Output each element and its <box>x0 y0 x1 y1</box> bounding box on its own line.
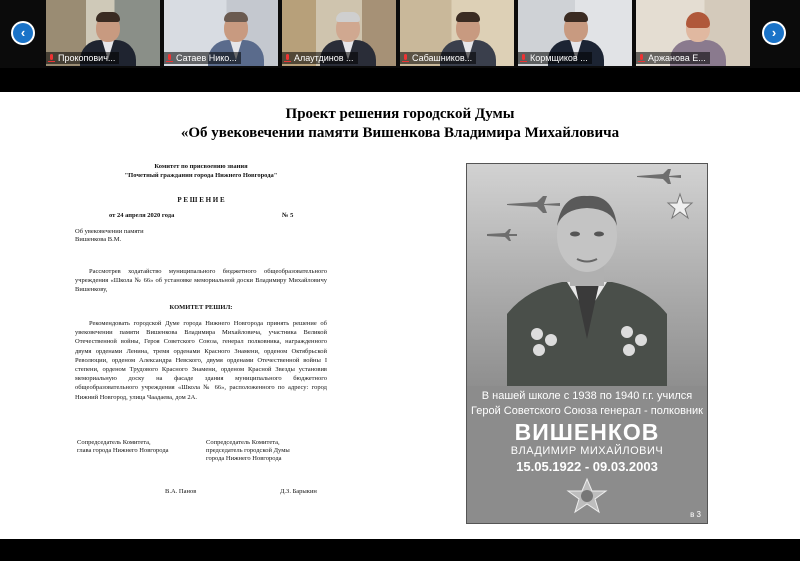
doc-name-right: Д.З. Барыкин <box>280 488 317 495</box>
participant-nameplate <box>46 52 119 64</box>
doc-resolved: КОМИТЕТ РЕШИЛ: <box>169 304 233 311</box>
participant-name: Прокопович... <box>58 53 116 63</box>
previous-page-button[interactable] <box>11 21 35 45</box>
participant-tile[interactable] <box>164 0 278 66</box>
mic-muted-icon <box>166 54 173 63</box>
participant-name: Алаутдинов ... <box>294 53 354 63</box>
hero-star-icon <box>668 194 692 218</box>
participant-name: Сабашников... <box>412 53 473 63</box>
doc-sign-right-line2: председатель городской Думы <box>206 447 290 454</box>
doc-sign-right-line1: Сопредседатель Комитета, <box>206 439 280 446</box>
participants-strip <box>0 0 800 68</box>
portrait-photo <box>467 164 707 386</box>
plaque-line1: В нашей школе с 1938 по 1940 г.г. учился <box>481 390 693 402</box>
doc-sign-left-line1: Сопредседатель Комитета, <box>77 439 151 446</box>
participant-nameplate <box>518 52 592 64</box>
doc-sign-left-line2: глава города Нижнего Новгорода <box>77 447 169 454</box>
plaque-given-name: ВЛАДИМИР МИХАЙЛОВИЧ <box>510 445 664 457</box>
doc-date: от 24 апреля 2020 года <box>109 212 175 219</box>
participant-name: Сатаев Нико... <box>176 53 237 63</box>
participant-tile[interactable] <box>46 0 160 66</box>
doc-name-left: В.А. Панов <box>165 488 197 495</box>
chevron-left-icon: ‹ <box>13 23 33 43</box>
participant-tile[interactable] <box>518 0 632 66</box>
doc-heading: Р Е Ш Е Н И Е <box>177 196 225 204</box>
participant-name: Кормщиков ... <box>530 53 588 63</box>
participant-nameplate <box>400 52 476 64</box>
decision-document <box>75 163 327 509</box>
doc-sign-right-line3: города Нижнего Новгорода <box>206 455 282 462</box>
participant-name: Аржанова Е... <box>648 53 706 63</box>
doc-subject-line1: Об увековечении памяти <box>75 228 144 235</box>
portrait-drawing <box>467 164 707 386</box>
doc-paragraph-2: Рекомендовать городской Думе города Нижнего Новгорода принять решение об увековечении памяти Вишенкова Владимира Михайловича, участника Великой Отечественной войны, Героя Советского Союза, генерал полковника, награжденного двумя орденами Ленина, тремя орденами Красного Знамени, орденом Октябрьской Революции, орденом Александра Невского, двумя орденами Отечественной войны I степени, орденом Трудового Красного Знамени, орденом Красной Звезды установив мемориальную доску на фасаде здания муниципального бюджетного общеобразовательного учреждения «Школа № 66», расположенного по адресу: город Нижний Новгород, улица Чаадаева, дом 2А. <box>75 320 327 401</box>
doc-subject-line2: Вишенкова В.М. <box>75 236 122 243</box>
order-of-the-patriotic-war-icon <box>562 477 612 515</box>
participant-tile[interactable] <box>636 0 750 66</box>
plaque-dates: 15.05.1922 - 09.03.2003 <box>516 459 658 474</box>
participant-tile[interactable] <box>400 0 514 66</box>
plaque-surname: ВИШЕНКОВ <box>514 419 660 445</box>
participant-nameplate <box>636 52 710 64</box>
participant-nameplate <box>164 52 241 64</box>
doc-paragraph-1: Рассмотрев ходатайство муниципального бюджетного общеобразовательного учреждения «Школа № 66» об установке мемориальной доски Владимиру Михайловичу Вишенкову, <box>75 268 327 294</box>
doc-committee-line1: Комитет по присвоению звания <box>154 163 248 170</box>
participant-nameplate <box>282 52 358 64</box>
chevron-right-icon: › <box>764 23 784 43</box>
doc-number: № 5 <box>282 212 294 219</box>
next-page-button[interactable] <box>762 21 786 45</box>
mic-muted-icon <box>638 54 645 63</box>
slide-title-line1: Проект решения городской Думы <box>285 106 515 122</box>
mic-muted-icon <box>520 54 527 63</box>
mic-muted-icon <box>284 54 291 63</box>
slide-title-line2: «Об увековечении памяти Вишенкова Владимира Михайловича <box>180 125 620 141</box>
mic-muted-icon <box>48 54 55 63</box>
plaque-corner-label: в 3 <box>690 510 701 519</box>
participant-tile[interactable] <box>282 0 396 66</box>
plaque-line2: Герой Советского Союза генерал - полковник <box>471 405 703 417</box>
mic-muted-icon <box>402 54 409 63</box>
doc-committee-line2: "Почетный гражданин города Нижнего Новгорода" <box>124 172 278 179</box>
memorial-plaque-image <box>466 163 708 524</box>
